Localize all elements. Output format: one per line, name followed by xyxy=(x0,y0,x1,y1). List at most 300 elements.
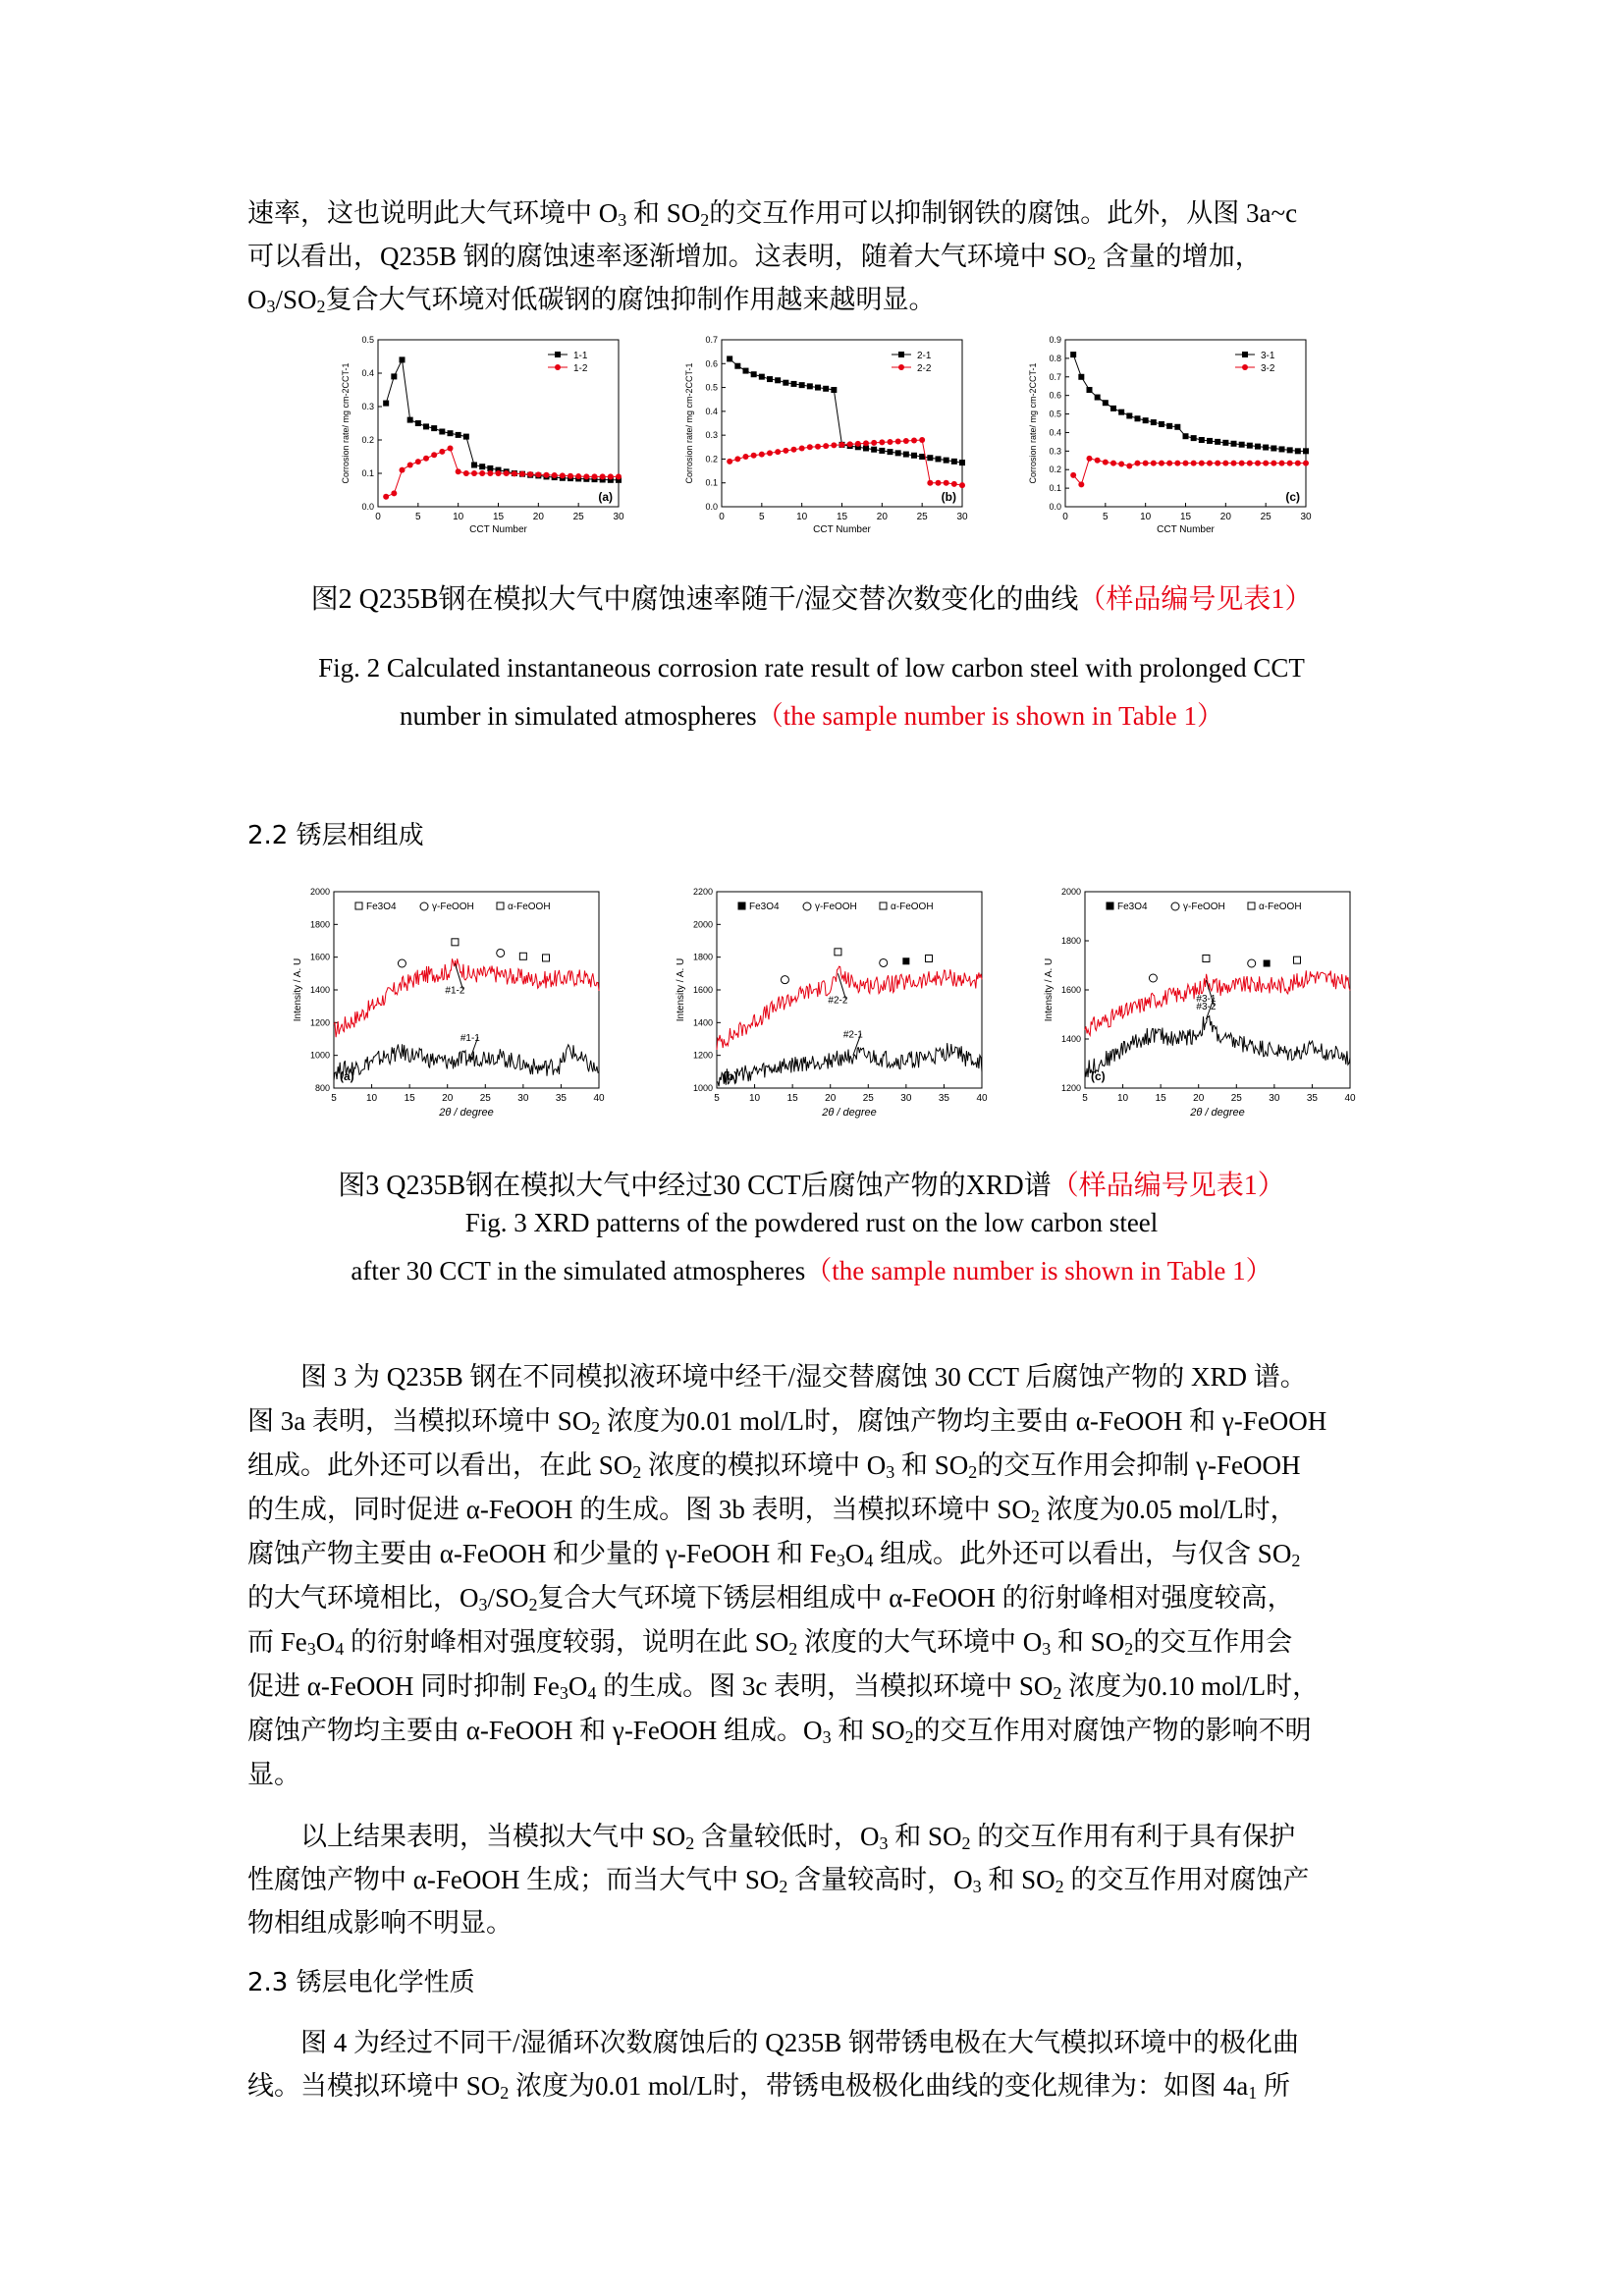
y-tick-label: 0.0 xyxy=(705,502,718,512)
x-tick-label: 40 xyxy=(593,1093,605,1104)
data-point-3-2 xyxy=(1215,461,1220,466)
text-line: 图 3a 表明，当模拟环境中 $SO_2$ 浓度为0.01 mol/L时，腐蚀产物均主要由 α-FeOOH 和 γ-FeOOH xyxy=(247,1406,1327,1438)
text-line: 性腐蚀产物中 α-FeOOH 生成；而当大气中 $SO_2$ 含量较高时，$O_3$ 和 $SO_2$ 的交互作用对腐蚀产 xyxy=(247,1865,1310,1896)
x-axis-label: CCT Number xyxy=(469,524,527,535)
series-label: #3-1 xyxy=(1196,994,1217,1005)
y-axis-label: Intensity / A. U xyxy=(1044,957,1055,1022)
data-point-1-1 xyxy=(439,429,445,435)
legend-label: Fe3O4 xyxy=(366,902,397,912)
data-point-3-1 xyxy=(1255,444,1261,450)
text-line: 物相组成影响不明显。 xyxy=(247,1908,513,1938)
legend-marker xyxy=(898,364,904,370)
data-point-1-1 xyxy=(448,430,454,436)
data-point-3-1 xyxy=(1207,438,1213,444)
data-point-1-2 xyxy=(431,452,437,458)
data-point-3-2 xyxy=(1207,461,1213,466)
y-tick-label: 1200 xyxy=(692,1050,713,1061)
data-point-2-1 xyxy=(888,449,893,455)
peak-marker-gamma-feooh xyxy=(880,958,888,966)
x-tick-label: 20 xyxy=(1193,1093,1205,1104)
x-tick-label: 20 xyxy=(825,1093,837,1104)
data-point-2-1 xyxy=(807,383,813,389)
text-line: 而 $Fe_3O_4$ 的衍射峰相对强度较弱，说明在此 $SO_2$ 浓度的大气环境中 $O_3$ 和 $SO_2$的交互作用会 xyxy=(247,1627,1293,1659)
data-point-2-2 xyxy=(855,441,861,447)
data-point-3-1 xyxy=(1174,424,1180,430)
series-line-#3-1 xyxy=(1085,1016,1350,1077)
data-point-2-2 xyxy=(734,456,740,462)
y-tick-label: 2000 xyxy=(1060,887,1081,897)
data-point-2-1 xyxy=(927,455,933,461)
data-point-3-2 xyxy=(1295,461,1301,466)
figure-2 xyxy=(334,332,1375,568)
fig3-caption-en-1-text: Fig. 3 XRD patterns of the powdered rust on the low carbon steel xyxy=(464,1208,1159,1237)
fig2-caption-en-2-text: number in simulated atmospheres xyxy=(400,701,757,731)
y-tick-label: 0.0 xyxy=(1049,502,1061,512)
y-tick-label: 1400 xyxy=(1060,1034,1081,1044)
legend-marker-fe3o4 xyxy=(1107,902,1113,909)
y-axis-label: Intensity / A. U xyxy=(293,957,303,1022)
data-point-3-2 xyxy=(1095,458,1101,464)
fig2-panel-0 xyxy=(341,335,624,535)
x-tick-label: 15 xyxy=(1155,1093,1166,1104)
legend-marker-alpha xyxy=(880,902,887,909)
x-tick-label: 25 xyxy=(1260,512,1271,522)
data-point-1-2 xyxy=(592,473,598,479)
data-point-2-1 xyxy=(895,450,901,456)
data-point-3-1 xyxy=(1087,387,1093,393)
data-point-2-2 xyxy=(927,480,933,486)
series-line-#2-1 xyxy=(717,1043,982,1086)
data-point-3-1 xyxy=(1070,352,1076,357)
data-point-3-1 xyxy=(1118,410,1124,415)
fig2-chart-svg xyxy=(334,332,1375,568)
text-line: 显。 xyxy=(247,1760,300,1789)
data-point-2-2 xyxy=(791,447,797,453)
data-point-3-1 xyxy=(1247,443,1253,449)
data-point-2-1 xyxy=(775,377,781,383)
legend-label: 2-1 xyxy=(917,351,932,361)
y-tick-label: 0.6 xyxy=(1049,390,1061,401)
text-line: 的大气环境相比，$O_3/SO_2$复合大气环境下锈层相组成中 α-FeOOH 的衍射峰相对强度较高， xyxy=(247,1583,1294,1614)
legend-marker xyxy=(555,364,561,370)
series-line-#1-2 xyxy=(334,958,599,1037)
data-point-2-1 xyxy=(791,381,797,387)
data-point-1-2 xyxy=(512,470,517,476)
panel-label: (c) xyxy=(1091,1069,1106,1083)
x-tick-label: 15 xyxy=(1179,512,1192,522)
data-point-3-1 xyxy=(1126,412,1132,418)
data-point-3-1 xyxy=(1303,448,1309,454)
data-point-3-2 xyxy=(1166,461,1172,466)
data-point-1-2 xyxy=(575,473,581,479)
section-heading-2-2: 2.2 锈层相组成 xyxy=(247,821,424,850)
fig3-caption-en-1 xyxy=(0,1208,1623,1238)
text-line: 以上结果表明，当模拟大气中 $SO_2$ 含量较低时，$O_3$ 和 $SO_2$ 的交互作用有利于具有保护 xyxy=(300,1822,1296,1853)
text-line: 促进 α-FeOOH 同时抑制 $Fe_3O_4$ 的生成。图 3c 表明，当模拟环境中 $SO_2$ 浓度为0.10 mol/L时， xyxy=(247,1671,1320,1703)
data-point-1-2 xyxy=(560,472,566,478)
fig2-caption-en-1-text: Fig. 2 Calculated instantaneous corrosion rate result of low carbon steel with prolonged CCT xyxy=(318,653,1305,683)
y-tick-label: 0.5 xyxy=(705,382,718,393)
legend-label: Fe3O4 xyxy=(1117,902,1148,912)
x-tick-label: 15 xyxy=(786,1093,798,1104)
x-tick-label: 5 xyxy=(714,1093,720,1104)
fig3-caption-en-2-text: after 30 CCT in the simulated atmospheres xyxy=(351,1256,806,1285)
panel-label: (b) xyxy=(941,490,956,504)
y-tick-label: 0.7 xyxy=(1049,371,1061,382)
fig3-chart-svg xyxy=(285,882,1375,1137)
x-tick-label: 5 xyxy=(1103,512,1109,522)
x-tick-label: 0 xyxy=(1062,512,1068,522)
data-point-3-2 xyxy=(1110,461,1116,466)
x-tick-label: 30 xyxy=(1269,1093,1280,1104)
x-tick-label: 20 xyxy=(442,1093,454,1104)
data-point-2-1 xyxy=(743,368,749,374)
data-point-1-2 xyxy=(544,472,550,478)
y-axis-label: Corrosion rate/ mg cm-2CCT-1 xyxy=(1028,362,1038,484)
series-label: #1-1 xyxy=(460,1033,480,1044)
data-point-3-2 xyxy=(1159,461,1164,466)
y-tick-label: 1600 xyxy=(692,985,713,995)
x-tick-label: 15 xyxy=(836,512,848,522)
x-tick-label: 5 xyxy=(331,1093,337,1104)
text-line: 图 4 为经过不同干/湿循环次数腐蚀后的 Q235B 钢带锈电极在大气模拟环境中的极化曲 xyxy=(300,2028,1300,2057)
legend-label: 3-1 xyxy=(1261,351,1275,361)
data-point-1-2 xyxy=(583,473,589,479)
data-point-1-2 xyxy=(439,449,445,455)
data-point-3-2 xyxy=(1151,461,1157,466)
fig3-panel-1 xyxy=(676,887,988,1119)
x-tick-label: 35 xyxy=(938,1093,949,1104)
peak-marker-alpha-feooh xyxy=(926,956,933,962)
data-point-3-2 xyxy=(1279,461,1285,466)
y-tick-label: 1400 xyxy=(309,985,330,995)
data-point-1-2 xyxy=(400,467,406,473)
fig3-panel-2 xyxy=(1044,887,1356,1119)
data-point-2-1 xyxy=(919,454,925,460)
y-tick-label: 1400 xyxy=(692,1017,713,1028)
data-point-2-2 xyxy=(879,439,885,445)
data-point-1-2 xyxy=(407,463,413,468)
fig3-caption-cn-text: 图3 Q235B钢在模拟大气中经过30 CCT后腐蚀产物的XRD谱 xyxy=(338,1171,1052,1201)
data-point-3-1 xyxy=(1295,448,1301,454)
data-point-1-2 xyxy=(391,490,397,496)
y-tick-label: 0.0 xyxy=(361,502,374,512)
data-point-2-1 xyxy=(871,447,877,453)
y-tick-label: 1600 xyxy=(309,952,330,962)
data-point-2-2 xyxy=(799,446,805,452)
paragraph-xrd xyxy=(247,1355,1386,1797)
legend-marker-alpha xyxy=(1248,902,1255,909)
data-point-2-1 xyxy=(944,458,949,464)
data-point-3-1 xyxy=(1215,439,1220,445)
peak-marker-gamma-feooh xyxy=(398,959,406,967)
data-point-2-1 xyxy=(951,459,957,465)
data-point-1-2 xyxy=(568,473,573,479)
fig2-caption-en-red: （the sample number is shown in Table 1） xyxy=(756,701,1223,731)
data-point-2-2 xyxy=(823,443,829,449)
data-point-1-2 xyxy=(487,470,493,476)
legend-label: α-FeOOH xyxy=(1259,902,1302,912)
data-point-3-1 xyxy=(1110,406,1116,411)
y-tick-label: 0.2 xyxy=(1049,465,1061,475)
text-line: $O_3/SO_2$复合大气环境对低碳钢的腐蚀抑制作用越来越明显。 xyxy=(247,285,936,316)
fig3-panel-0 xyxy=(293,887,605,1119)
data-point-1-2 xyxy=(519,471,525,477)
panel-label: (a) xyxy=(598,490,613,504)
data-point-2-2 xyxy=(903,438,909,444)
x-tick-label: 25 xyxy=(479,1093,491,1104)
y-tick-label: 0.7 xyxy=(705,335,718,345)
legend-marker xyxy=(1242,364,1248,370)
data-point-1-1 xyxy=(456,432,461,438)
data-point-2-2 xyxy=(951,481,957,487)
fig3-caption-cn-red: （样品编号见表1） xyxy=(1051,1171,1285,1201)
data-point-3-1 xyxy=(1287,447,1293,453)
y-tick-label: 0.3 xyxy=(361,402,374,411)
fig3-caption-en-red: （the sample number is shown in Table 1） xyxy=(805,1256,1272,1285)
peak-marker-alpha-feooh xyxy=(543,955,550,961)
data-point-3-1 xyxy=(1103,400,1109,406)
text-line: 可以看出，Q235B 钢的腐蚀速率逐渐增加。这表明，随着大气环境中 $SO_2$ 含量的增加， xyxy=(247,242,1262,273)
data-point-3-1 xyxy=(1191,435,1197,441)
text-line: 速率，这也说明此大气环境中 $O_3$ 和 $SO_2$的交互作用可以抑制钢铁的腐蚀。此外，从图 3a~c xyxy=(247,198,1298,230)
fig3-caption-cn xyxy=(0,1164,1623,1203)
data-point-1-2 xyxy=(535,471,541,477)
data-point-1-1 xyxy=(431,425,437,431)
data-point-2-2 xyxy=(807,444,813,450)
data-point-3-2 xyxy=(1183,461,1189,466)
fig2-caption-en-1 xyxy=(0,653,1623,683)
legend-label: γ-FeOOH xyxy=(1183,902,1225,912)
data-point-3-1 xyxy=(1159,421,1164,427)
data-point-3-1 xyxy=(1222,440,1228,446)
legend-label: 1-1 xyxy=(573,351,588,361)
data-point-2-1 xyxy=(759,374,765,380)
y-tick-label: 0.3 xyxy=(1049,446,1061,457)
data-point-3-1 xyxy=(1239,442,1245,448)
data-point-3-2 xyxy=(1087,456,1093,462)
data-point-2-2 xyxy=(815,444,821,450)
y-axis-label: Corrosion rate/ mg cm-2CCT-1 xyxy=(684,362,694,484)
data-point-2-1 xyxy=(936,456,942,462)
y-tick-label: 1000 xyxy=(692,1083,713,1093)
y-tick-label: 0.1 xyxy=(361,468,374,478)
x-axis-label: 2θ / degree xyxy=(822,1107,877,1119)
data-point-3-2 xyxy=(1078,481,1084,487)
data-point-2-2 xyxy=(919,437,925,443)
y-tick-label: 0.4 xyxy=(705,406,718,416)
x-tick-label: 5 xyxy=(415,512,421,522)
x-tick-label: 40 xyxy=(976,1093,988,1104)
legend-marker-fe3o4 xyxy=(738,902,745,909)
x-tick-label: 20 xyxy=(532,512,544,522)
data-point-2-2 xyxy=(759,452,765,458)
data-point-1-1 xyxy=(407,417,413,423)
legend-label: 2-2 xyxy=(917,363,932,374)
legend-marker-fe3o4 xyxy=(355,902,362,909)
data-point-3-1 xyxy=(1231,441,1237,447)
legend-label: Fe3O4 xyxy=(749,902,780,912)
x-tick-label: 25 xyxy=(572,512,584,522)
peak-marker-gamma-feooh xyxy=(497,949,505,957)
fig2-caption-en-2 xyxy=(0,694,1623,733)
y-tick-label: 2000 xyxy=(309,887,330,897)
data-point-2-1 xyxy=(734,363,740,369)
data-point-1-1 xyxy=(423,423,429,429)
data-point-3-2 xyxy=(1070,472,1076,478)
fig2-panel-2 xyxy=(1028,335,1312,535)
data-point-3-2 xyxy=(1287,461,1293,466)
text-line: 腐蚀产物均主要由 α-FeOOH 和 γ-FeOOH 组成。$O_3$ 和 $SO_2$的交互作用对腐蚀产物的影响不明 xyxy=(247,1716,1312,1747)
data-point-1-2 xyxy=(504,470,510,476)
text-line: 的生成，同时促进 α-FeOOH 的生成。图 3b 表明，当模拟环境中 $SO_2$ 浓度为0.05 mol/L时， xyxy=(247,1495,1297,1526)
data-point-2-1 xyxy=(767,376,773,382)
x-tick-label: 35 xyxy=(1306,1093,1318,1104)
x-tick-label: 25 xyxy=(1230,1093,1242,1104)
paragraph-top xyxy=(247,191,1386,321)
data-point-2-2 xyxy=(888,439,893,445)
y-tick-label: 0.4 xyxy=(361,368,374,378)
y-tick-label: 1800 xyxy=(692,952,713,962)
y-tick-label: 0.6 xyxy=(705,358,718,369)
paragraph-echem xyxy=(247,2021,1386,2107)
text-line: 组成。此外还可以看出，在此 $SO_2$ 浓度的模拟环境中 $O_3$ 和 $SO_2$的交互作用会抑制 γ-FeOOH xyxy=(247,1450,1301,1482)
data-point-3-1 xyxy=(1199,437,1205,443)
data-point-2-2 xyxy=(863,440,869,446)
data-point-3-1 xyxy=(1151,419,1157,425)
x-axis-label: CCT Number xyxy=(1157,524,1215,535)
series-line-1-2 xyxy=(386,449,619,497)
y-tick-label: 0.5 xyxy=(1049,409,1061,419)
text-line: 图 3 为 Q235B 钢在不同模拟液环境中经干/湿交替腐蚀 30 CCT 后腐蚀产物的 XRD 谱。 xyxy=(300,1362,1307,1392)
x-tick-label: 25 xyxy=(862,1093,874,1104)
data-point-1-2 xyxy=(383,494,389,500)
x-tick-label: 30 xyxy=(517,1093,529,1104)
data-point-2-2 xyxy=(727,459,732,465)
data-point-1-2 xyxy=(608,473,614,479)
paragraph-summary xyxy=(247,1815,1386,1944)
legend-marker-gamma xyxy=(420,902,428,910)
series-label: #2-1 xyxy=(842,1029,863,1041)
panel-label: (b) xyxy=(723,1069,738,1083)
legend-marker-gamma xyxy=(1171,902,1179,910)
x-tick-label: 10 xyxy=(453,512,464,522)
data-point-1-2 xyxy=(471,470,477,476)
data-point-1-2 xyxy=(496,470,502,476)
data-point-3-2 xyxy=(1303,461,1309,466)
legend-marker-alpha xyxy=(497,902,504,909)
data-point-3-2 xyxy=(1191,461,1197,466)
peak-marker-gamma-feooh xyxy=(781,976,788,984)
data-point-2-2 xyxy=(743,454,749,460)
data-point-1-1 xyxy=(391,373,397,379)
data-point-1-2 xyxy=(479,470,485,476)
data-point-3-2 xyxy=(1231,461,1237,466)
data-point-1-2 xyxy=(552,472,558,478)
data-point-3-2 xyxy=(1103,460,1109,465)
y-tick-label: 0.9 xyxy=(1049,335,1061,345)
data-point-2-2 xyxy=(847,441,853,447)
data-point-2-1 xyxy=(831,387,837,393)
y-tick-label: 0.2 xyxy=(361,435,374,445)
data-point-2-1 xyxy=(783,380,788,386)
x-tick-label: 30 xyxy=(956,512,968,522)
legend-marker xyxy=(555,352,561,357)
x-tick-label: 10 xyxy=(749,1093,761,1104)
x-tick-label: 15 xyxy=(492,512,505,522)
data-point-2-2 xyxy=(895,438,901,444)
data-point-3-1 xyxy=(1279,446,1285,452)
series-label: #2-2 xyxy=(828,995,848,1007)
data-point-2-2 xyxy=(783,448,788,454)
x-tick-label: 25 xyxy=(916,512,928,522)
legend-label: 3-2 xyxy=(1261,363,1275,374)
data-point-3-1 xyxy=(1263,445,1269,451)
y-tick-label: 2200 xyxy=(692,887,713,897)
y-tick-label: 800 xyxy=(314,1083,330,1093)
data-point-3-1 xyxy=(1183,433,1189,439)
y-tick-label: 0.3 xyxy=(705,430,718,441)
data-point-3-2 xyxy=(1263,461,1269,466)
data-point-3-2 xyxy=(1143,461,1149,466)
data-point-3-2 xyxy=(1199,461,1205,466)
data-point-3-2 xyxy=(1174,461,1180,466)
y-tick-label: 1800 xyxy=(309,919,330,930)
legend-label: γ-FeOOH xyxy=(432,902,474,912)
y-tick-label: 1200 xyxy=(309,1017,330,1028)
data-point-2-2 xyxy=(751,453,757,459)
y-tick-label: 1000 xyxy=(309,1050,330,1061)
data-point-3-2 xyxy=(1239,461,1245,466)
data-point-2-2 xyxy=(839,442,845,448)
y-tick-label: 1600 xyxy=(1060,985,1081,995)
legend-label: 1-2 xyxy=(573,363,588,374)
section-heading-2-3: 2.3 锈层电化学性质 xyxy=(247,1968,475,1997)
x-tick-label: 30 xyxy=(1300,512,1312,522)
text-line: 腐蚀产物主要由 α-FeOOH 和少量的 γ-FeOOH 和 $Fe_3O_4$ 组成。此外还可以看出，与仅含 $SO_2$ xyxy=(247,1539,1301,1570)
data-point-2-2 xyxy=(936,480,942,486)
x-tick-label: 0 xyxy=(375,512,381,522)
data-point-2-2 xyxy=(911,437,917,443)
data-point-1-2 xyxy=(600,473,606,479)
series-label: #3-2 xyxy=(1196,1002,1217,1012)
x-tick-label: 5 xyxy=(759,512,765,522)
data-point-1-2 xyxy=(463,470,469,476)
series-line-#1-1 xyxy=(334,1044,599,1080)
data-point-3-2 xyxy=(1247,461,1253,466)
y-tick-label: 2000 xyxy=(692,919,713,930)
legend-marker xyxy=(898,352,904,357)
data-point-2-1 xyxy=(751,371,757,377)
fig2-caption-cn-red: （样品编号见表1） xyxy=(1078,584,1313,615)
data-point-3-2 xyxy=(1135,461,1141,466)
x-tick-label: 30 xyxy=(900,1093,912,1104)
data-point-1-2 xyxy=(415,459,421,465)
data-point-3-1 xyxy=(1271,446,1276,452)
legend-marker xyxy=(1242,352,1248,357)
x-tick-label: 20 xyxy=(876,512,888,522)
data-point-1-2 xyxy=(616,473,622,479)
y-tick-label: 0.4 xyxy=(1049,427,1061,438)
x-tick-label: 0 xyxy=(719,512,725,522)
data-point-3-1 xyxy=(1078,374,1084,380)
fig2-panel-1 xyxy=(684,335,968,535)
data-point-3-1 xyxy=(1095,395,1101,401)
data-point-1-2 xyxy=(423,456,429,462)
x-tick-label: 10 xyxy=(1140,512,1152,522)
data-point-2-1 xyxy=(815,385,821,391)
data-point-2-1 xyxy=(727,355,732,361)
